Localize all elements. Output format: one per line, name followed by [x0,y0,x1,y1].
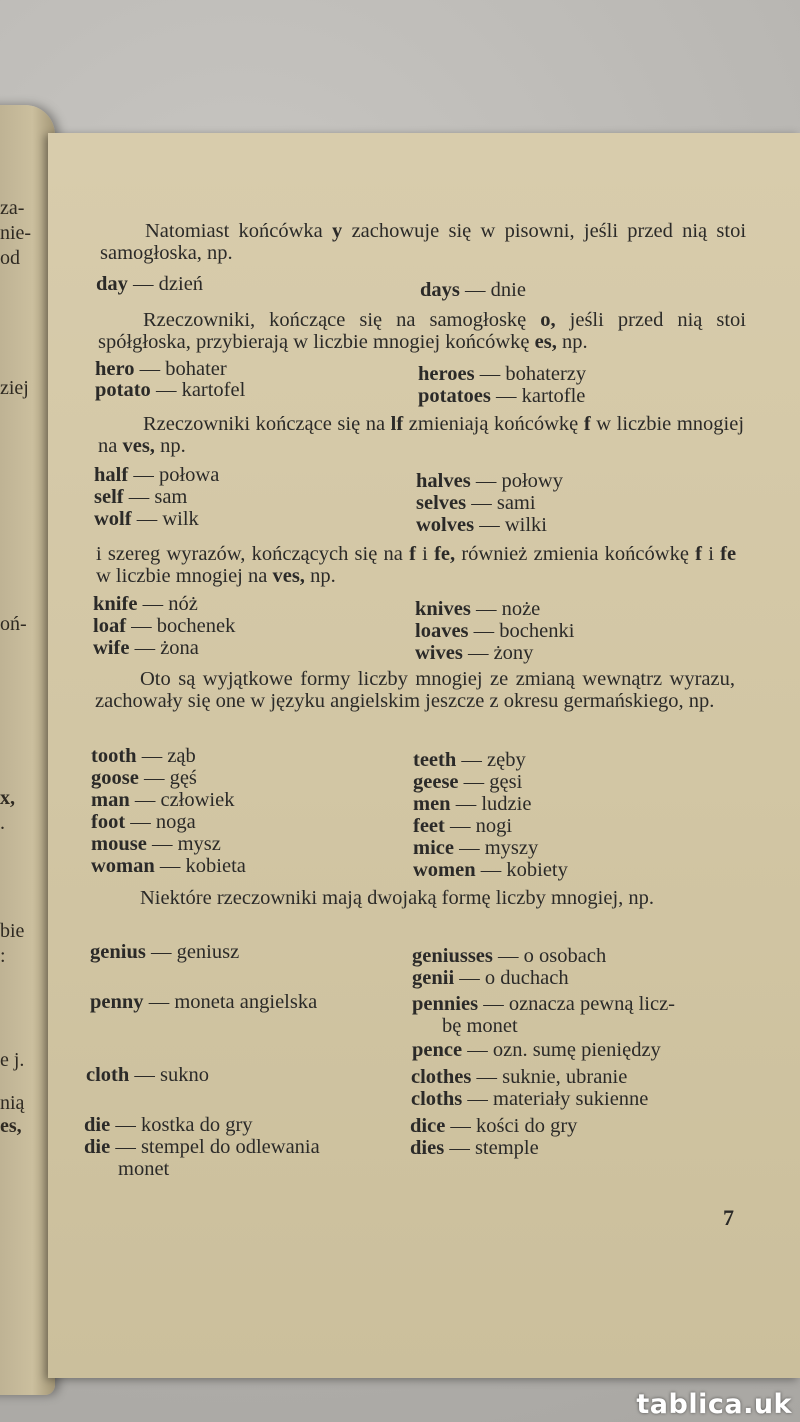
entry-singular: loaf — bochenek [93,615,236,637]
paragraph: Rzeczowniki kończące się na lf zmieniają końcówkę f w liczbie mnogiej na ves, np. [98,413,745,457]
entry-plural: wives — żony [415,642,534,664]
book-page [48,133,800,1378]
entry-singular: penny — moneta angielska [90,991,318,1013]
entry-singular: goose — gęś [91,767,197,789]
left-fragment: x, [0,787,15,809]
left-fragment: ziej [0,377,29,399]
left-fragment: . [0,812,5,834]
entry-plural: mice — myszy [413,837,539,859]
entry-plural: days — dnie [420,279,526,301]
entry-singular: wolf — wilk [94,508,199,530]
entry-singular: knife — nóż [93,593,198,615]
entry-singular: day — dzień [96,273,204,295]
entry-singular: foot — noga [91,811,196,833]
text: zachowuje się w pisowni, jeśli przed nią stoi samogłoska, np. [100,220,747,264]
left-fragment: bie [0,920,25,942]
entry-plural: women — kobiety [413,859,568,881]
entry-plural: potatoes — kartofle [418,385,586,407]
entry-plural: dies — stemple [410,1137,539,1159]
entry-plural-continued: bę monet [442,1015,518,1037]
bold-term: y [332,220,343,242]
entry-plural: halves — połowy [416,470,563,492]
left-fragment: : [0,945,6,967]
left-fragment: nie- [0,222,32,244]
entry-singular: self — sam [94,486,188,508]
entry-singular: man — człowiek [91,789,235,811]
entry-plural: heroes — bohaterzy [418,363,587,385]
entry-singular: potato — kartofel [95,379,246,401]
paragraph: Rzeczowniki, kończące się na samogłoskę o, jeśli przed nią stoi spółgłoska, przybierają w liczbie mnogiej końcówkę es, np. [98,309,746,353]
left-fragment: e j. [0,1049,25,1071]
paragraph: Niektóre rzeczowniki mają dwojaką formę liczby mnogiej, np. [140,887,655,909]
entry-singular: die — kostka do gry [84,1114,253,1136]
entry-singular: tooth — ząb [91,745,196,767]
entry-plural: feet — nogi [413,815,513,837]
entry-plural: geese — gęsi [413,771,523,793]
entry-singular: die — stempel do odlewania [84,1136,320,1158]
entry-plural: loaves — bochenki [415,620,575,642]
left-fragment: nią [0,1092,25,1114]
entry-plural: dice — kości do gry [410,1115,578,1137]
left-page-edge [0,105,55,1395]
entry-plural: selves — sami [416,492,536,514]
left-fragment: oń- [0,613,27,635]
entry-singular: mouse — mysz [91,833,221,855]
entry-plural: clothes — suknie, ubranie [411,1066,628,1088]
entry-singular: cloth — sukno [86,1064,210,1086]
paragraph [100,220,746,264]
watermark: tablica.uk [636,1389,792,1420]
entry-singular: genius — geniusz [90,941,240,963]
entry-singular: hero — bohater [95,358,227,380]
entry-singular-continued: monet [118,1158,170,1180]
entry-singular: wife — żona [93,637,199,659]
entry-plural: pence — ozn. sumę pieniędzy [412,1039,661,1061]
entry-singular: woman — kobieta [91,855,246,877]
entry-plural: pennies — oznacza pewną licz- [412,993,675,1015]
left-fragment: es, [0,1115,22,1137]
entry-plural: men — ludzie [413,793,532,815]
paragraph: i szereg wyrazów, kończących się na f i fe, również zmienia końcówkę f i fe w liczbie mnogiej na ves, np. [96,543,737,587]
entry-plural: cloths — materiały sukienne [411,1088,649,1110]
entry-plural: geniusses — o osobach [412,945,607,967]
entry-plural: knives — noże [415,598,541,620]
page-number: 7 [723,1205,734,1230]
entry-plural: teeth — zęby [413,749,526,771]
entry-plural: wolves — wilki [416,514,547,536]
left-fragment: za- [0,197,25,219]
left-fragment: od [0,247,20,269]
entry-singular: half — połowa [94,464,220,486]
entry-plural: genii — o duchach [412,967,569,989]
paragraph: Oto są wyjątkowe formy liczby mnogiej ze zmianą wewnątrz wyrazu, zachowały się one w języku angielskim jeszcze z okresu germańskiego, np. [95,668,735,712]
text: Natomiast końcówka [145,220,323,242]
